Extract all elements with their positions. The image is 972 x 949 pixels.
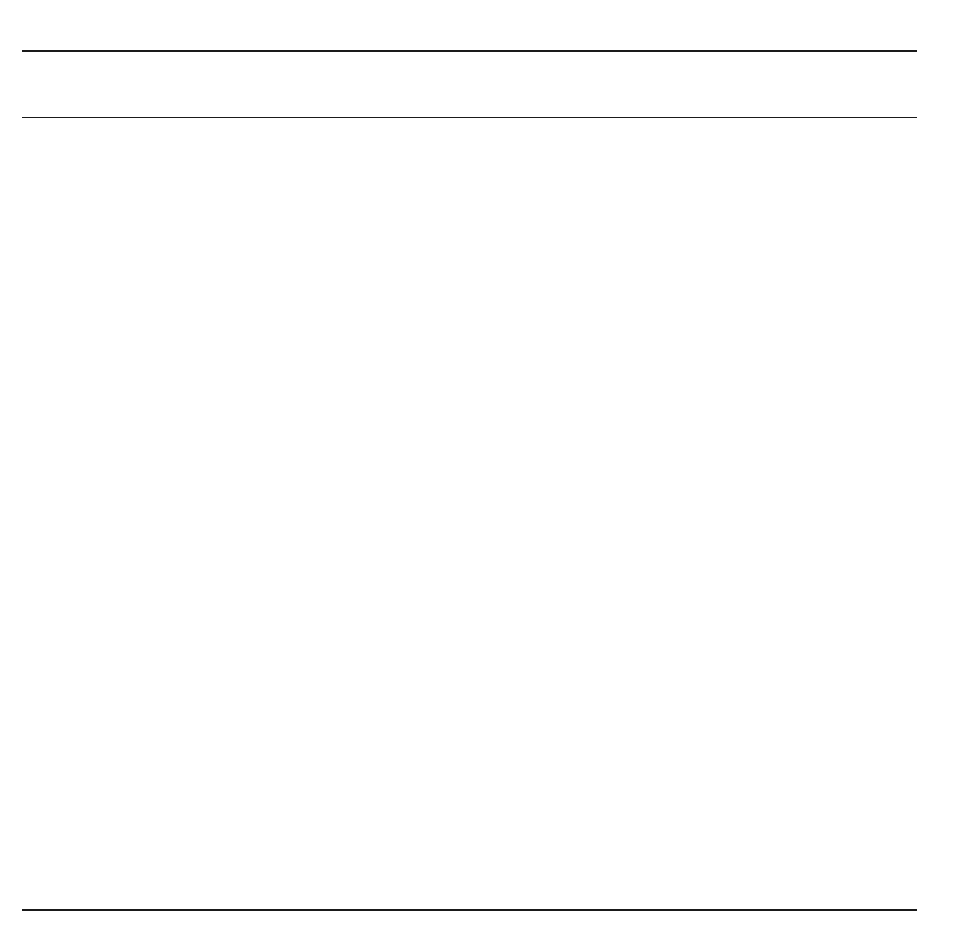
watermark-logo xyxy=(4,916,66,946)
header-rule xyxy=(22,117,917,118)
bottom-rule xyxy=(22,909,917,911)
top-rule xyxy=(22,50,917,52)
